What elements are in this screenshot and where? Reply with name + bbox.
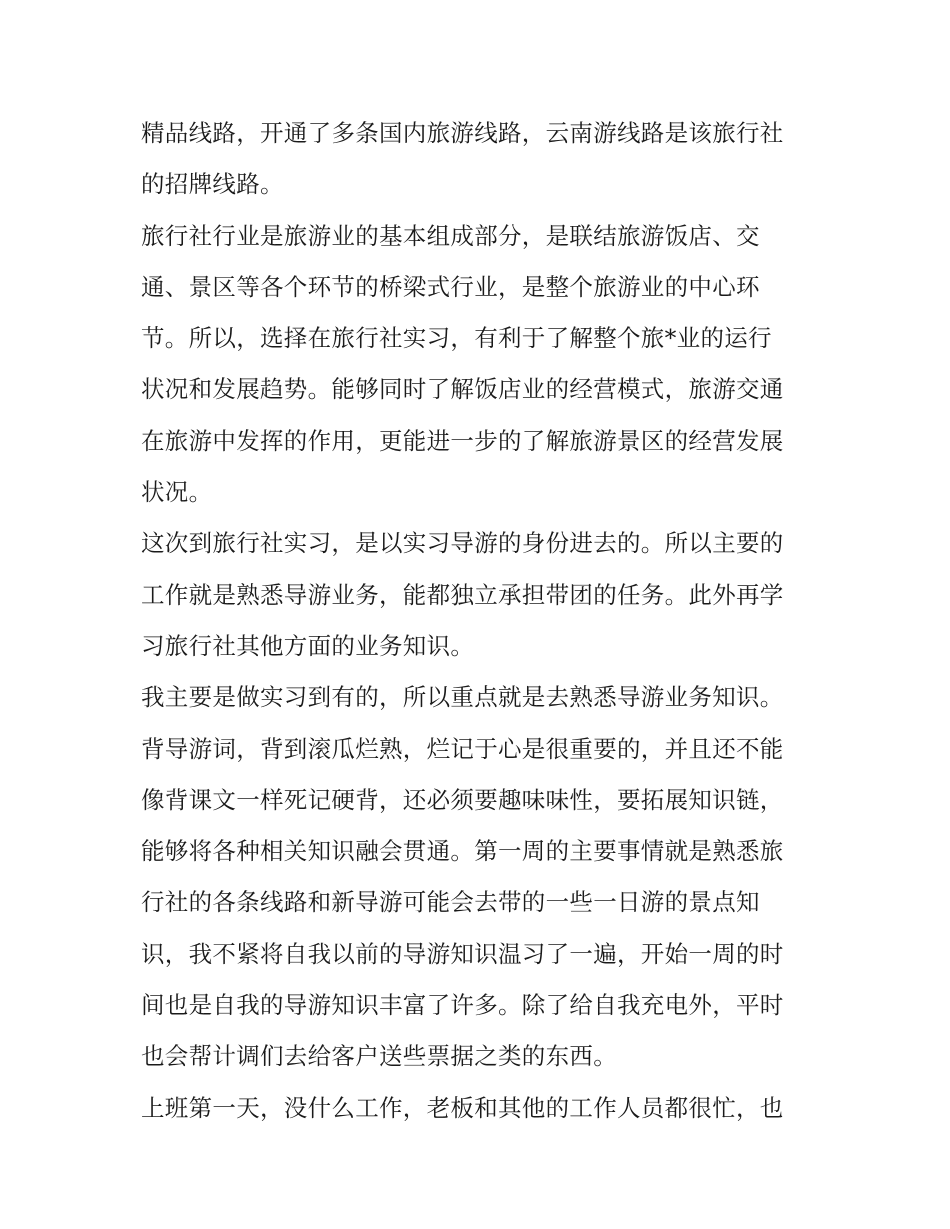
text-line: 识，我不紧将自我以前的导游知识温习了一遍，开始一周的时 xyxy=(141,939,784,968)
text-line: 状况。 xyxy=(141,478,213,507)
document-body xyxy=(141,108,821,1134)
text-line: 通、景区等各个环节的桥梁式行业，是整个旅游业的中心环 xyxy=(141,272,760,301)
text-line: 的招牌线路。 xyxy=(141,170,284,199)
text-line: 工作就是熟悉导游业务，能都独立承担带团的任务。此外再学 xyxy=(141,580,784,609)
text-line: 行社的各条线路和新导游可能会去带的一些一日游的景点知 xyxy=(141,888,760,917)
text-line: 上班第一天，没什么工作，老板和其他的工作人员都很忙，也 xyxy=(141,1093,784,1122)
text-line: 能够将各种相关知识融会贯通。第一周的主要事情就是熟悉旅 xyxy=(141,837,784,866)
text-line: 背导游词，背到滚瓜烂熟，烂记于心是很重要的，并且还不能 xyxy=(141,734,784,763)
text-line: 也会帮计调们去给客户送些票据之类的东西。 xyxy=(141,1042,617,1071)
text-line: 旅行社行业是旅游业的基本组成部分，是联结旅游饭店、交 xyxy=(141,221,760,250)
text-line: 精品线路，开通了多条国内旅游线路，云南游线路是该旅行社 xyxy=(141,119,784,147)
text-line: 节。所以，选择在旅行社实习，有利于了解整个旅*业的运行 xyxy=(141,324,772,353)
text-line: 这次到旅行社实习，是以实习导游的身份进去的。所以主要的 xyxy=(141,529,784,558)
text-line: 我主要是做实习到有的，所以重点就是去熟悉导游业务知识。 xyxy=(141,683,784,712)
text-line: 间也是自我的导游知识丰富了许多。除了给自我充电外，平时 xyxy=(141,991,784,1020)
text-line: 状况和发展趋势。能够同时了解饭店业的经营模式，旅游交通 xyxy=(141,375,784,404)
text-line: 在旅游中发挥的作用，更能进一步的了解旅游景区的经营发展 xyxy=(141,426,784,455)
text-line: 习旅行社其他方面的业务知识。 xyxy=(141,631,475,660)
text-line: 像背课文一样死记硬背，还必须要趣味味性，要拓展知识链， xyxy=(141,785,784,814)
